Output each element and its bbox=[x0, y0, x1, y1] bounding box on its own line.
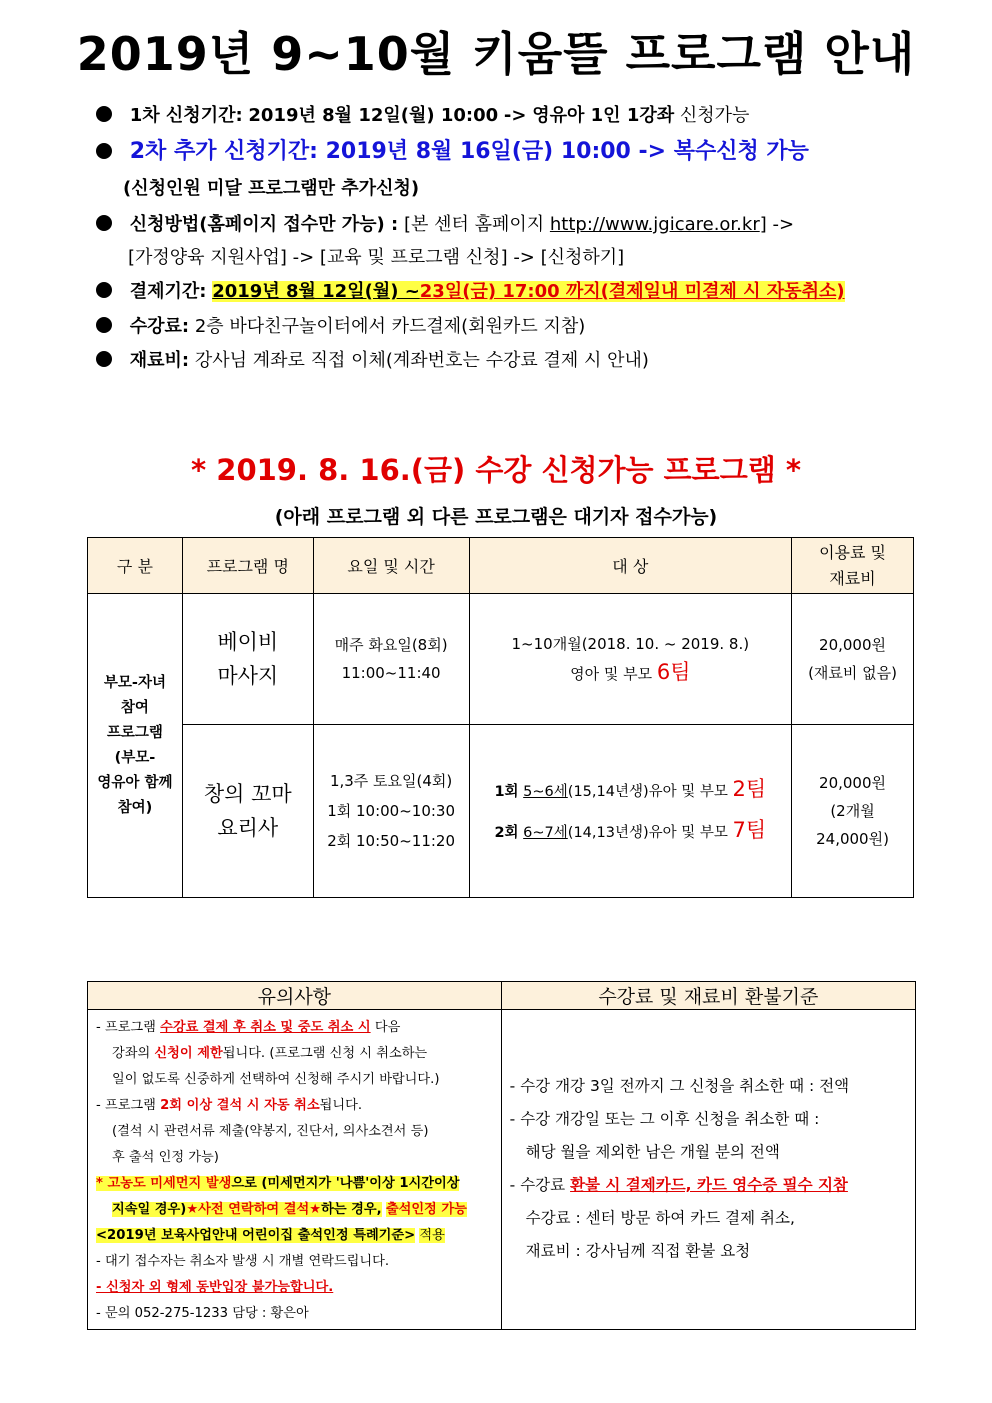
refund-cell bbox=[501, 1010, 915, 1330]
bullet-dot-icon bbox=[96, 282, 112, 298]
precautions-cell bbox=[88, 1010, 502, 1330]
page-title: 2019년 9~10월 키움뜰 프로그램 안내 bbox=[76, 27, 916, 81]
bullet-payment-period: 결제기간: 2019년 8월 12일(월) ~23일(금) 17:00 까지(결제일내 미결제 시 자동취소) bbox=[96, 277, 845, 303]
target-cell: 1~10개월(2018. 10. ~ 2019. 8.) 영아 및 부모 6팀 bbox=[469, 594, 792, 725]
notes-left-header: 유의사항 bbox=[88, 982, 502, 1010]
note-line: - 프로그램 2회 이상 결석 시 자동 취소됩니다. bbox=[96, 1098, 363, 1113]
note-line: <2019년 보육사업안내 어린이집 출석인정 특례기준> 적용 bbox=[96, 1228, 445, 1243]
refund-line: 재료비 : 강사님께 직접 환불 요청 bbox=[525, 1242, 751, 1260]
target-cell: 1회 5~6세(15,14년생)유아 및 부모 2팀 2회 6~7세(14,13년생)유아 및 부모 7팀 bbox=[469, 725, 792, 898]
header-target: 대 상 bbox=[469, 538, 792, 594]
note-line: - 문의 052-275-1233 담당 : 황은아 bbox=[96, 1306, 309, 1321]
table-header-row bbox=[88, 538, 914, 594]
refund-line: 수강료 : 센터 방문 하여 카드 결제 취소, bbox=[525, 1209, 795, 1227]
header-schedule: 요일 및 시간 bbox=[313, 538, 469, 594]
header-fee: 이용료 및 재료비 bbox=[792, 538, 914, 594]
bullet-dot-icon bbox=[96, 215, 112, 231]
table-row bbox=[88, 725, 914, 898]
bullet-apply-method: 신청방법(홈페이지 접수만 가능) : [본 센터 홈페이지 http://www.jgicare.or.kr] -> bbox=[96, 210, 794, 236]
program-name-baby-massage: 베이비 마사지 bbox=[182, 594, 313, 725]
note-line: 강좌의 신청이 제한됩니다. (프로그램 신청 시 취소하는 bbox=[112, 1046, 428, 1061]
bullet-first-period: 1차 신청기간: 2019년 8월 12일(월) 10:00 -> 영유아 1인 1강좌 신청가능 bbox=[96, 101, 749, 127]
note-line: 일이 없도록 신중하게 선택하여 신청해 주시기 바랍니다.) bbox=[112, 1072, 440, 1087]
fee-cell: 20,000원 (2개월 24,000원) bbox=[792, 725, 914, 898]
program-name-little-chef: 창의 꼬마 요리사 bbox=[182, 725, 313, 898]
note-line: - 신청자 외 형제 동반입장 불가능합니다. bbox=[96, 1280, 334, 1295]
note-line: 후 출석 인정 가능) bbox=[112, 1150, 219, 1165]
fee-cell: 20,000원 (재료비 없음) bbox=[792, 594, 914, 725]
apply-method-path: [가정양육 지원사업] -> [교육 및 프로그램 신청] -> [신청하기] bbox=[128, 247, 625, 268]
refund-line: - 수강 개강일 또는 그 이후 신청을 취소한 때 : bbox=[509, 1110, 820, 1128]
bullet-tuition: 수강료: 2층 바다친구놀이터에서 카드결제(회원카드 지참) bbox=[96, 312, 585, 338]
note-line: 지속일 경우)★사전 연락하여 결석★하는 경우, 출석인정 가능 bbox=[112, 1202, 467, 1217]
bullet-material-fee: 재료비: 강사님 계좌로 직접 이체(계좌번호는 수강료 결제 시 안내) bbox=[96, 346, 649, 372]
header-category: 구 분 bbox=[88, 538, 183, 594]
notes-table bbox=[87, 981, 916, 1330]
bullet-dot-icon bbox=[96, 351, 112, 367]
bullet-dot-icon bbox=[96, 143, 112, 159]
homepage-link[interactable]: http://www.jgicare.or.kr bbox=[549, 214, 760, 235]
refund-line: - 수강 개강 3일 전까지 그 신청을 취소한 때 : 전액 bbox=[509, 1077, 850, 1095]
section-subtitle: (아래 프로그램 외 다른 프로그램은 대기자 접수가능) bbox=[274, 506, 718, 528]
header-program-name: 프로그램 명 bbox=[182, 538, 313, 594]
section-title: * 2019. 8. 16.(금) 수강 신청가능 프로그램 * bbox=[191, 453, 801, 487]
table-row bbox=[88, 594, 914, 725]
note-line: - 프로그램 수강료 결제 후 취소 및 중도 취소 시 다음 bbox=[96, 1020, 401, 1035]
bullet-dot-icon bbox=[96, 317, 112, 333]
category-cell: 부모-자녀 참여 프로그램 (부모- 영유아 함께 참여) bbox=[88, 594, 183, 898]
notes-right-header: 수강료 및 재료비 환불기준 bbox=[501, 982, 915, 1010]
refund-line: 해당 월을 제외한 남은 개월 분의 전액 bbox=[525, 1143, 780, 1161]
note-line: (결석 시 관련서류 제출(약봉지, 진단서, 의사소견서 등) bbox=[112, 1124, 429, 1139]
schedule-cell: 1,3주 토요일(4회) 1회 10:00~10:30 2회 10:50~11:20 bbox=[313, 725, 469, 898]
note-line: * 고농도 미세먼지 발생으로 (미세먼지가 '나쁨'이상 1시간이상 bbox=[96, 1176, 460, 1191]
bullet-second-period: 2차 추가 신청기간: 2019년 8월 16일(금) 10:00 -> 복수신청 가능 bbox=[96, 134, 809, 165]
schedule-cell: 매주 화요일(8회) 11:00~11:40 bbox=[313, 594, 469, 725]
program-table bbox=[87, 537, 914, 898]
second-period-note: (신청인원 미달 프로그램만 추가신청) bbox=[123, 178, 420, 199]
bullet-dot-icon bbox=[96, 106, 112, 122]
refund-line: - 수강료 환불 시 결제카드, 카드 영수증 필수 지참 bbox=[509, 1176, 848, 1194]
note-line: - 대기 접수자는 취소자 발생 시 개별 연락드립니다. bbox=[96, 1254, 390, 1269]
